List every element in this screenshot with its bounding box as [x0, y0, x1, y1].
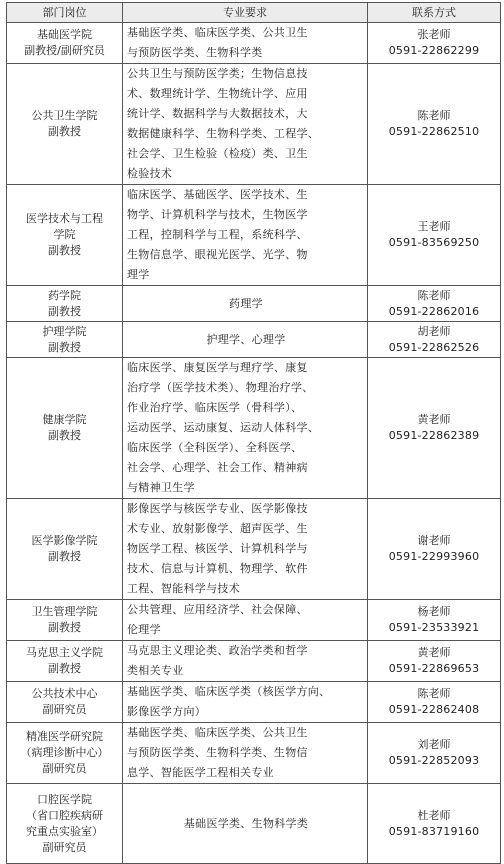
- dept-line: 副教授: [48, 662, 81, 675]
- dept-line: 究重点实验室）: [26, 824, 103, 838]
- dept-line: 精准医学研究院: [26, 730, 103, 743]
- dept-line: 副教授: [48, 550, 81, 563]
- requirement-line: 临床医学、基础医学、医学技术、生: [127, 188, 308, 201]
- requirement-line: 伦理学: [127, 623, 161, 636]
- dept-cell: [7, 64, 123, 185]
- contact-phone: 0591-83719160: [388, 824, 480, 838]
- requirement-line: 护理学、心理学: [206, 332, 286, 346]
- dept-line: 护理学院: [42, 324, 87, 338]
- contact-cell: [368, 499, 501, 600]
- requirements-cell: [123, 723, 368, 784]
- dept-cell: [7, 23, 123, 64]
- contact-name: 陈老师: [417, 109, 451, 122]
- dept-line: 医学影像学院: [31, 534, 98, 547]
- contact-phone: 0591-22862389: [388, 429, 480, 442]
- contact-cell: [368, 641, 501, 682]
- contact-name: 黄老师: [417, 413, 451, 426]
- requirement-line: 类相关专业: [127, 664, 184, 677]
- requirement-line: 工程，控制科学与工程，系统科学、: [127, 228, 308, 241]
- dept-line: 药学院: [48, 288, 81, 302]
- contact-cell: [368, 600, 501, 641]
- table-row: [7, 286, 501, 322]
- requirement-line: 工程、智能科学与技术: [127, 582, 240, 595]
- table-row: [7, 322, 501, 358]
- contact-name: 谢老师: [417, 534, 451, 547]
- contact-cell: [368, 64, 501, 185]
- requirement-line: 术、数理统计学、生物统计学、应用: [127, 87, 308, 100]
- requirement-line: 与精神卫生学: [127, 481, 195, 494]
- header-row: [7, 3, 501, 23]
- table-row: [7, 723, 501, 784]
- requirements-cell: [123, 286, 368, 322]
- contact-name: 胡老师: [417, 324, 451, 338]
- requirement-line: 与预防医学类、生物科学类、生物信: [127, 746, 308, 759]
- table-row: [7, 641, 501, 682]
- dept-line: 副研究员: [42, 762, 87, 775]
- dept-line: 马克思主义学院: [26, 646, 103, 659]
- contact-cell: [368, 23, 501, 64]
- contact-name: 张老师: [417, 28, 451, 41]
- requirements-cell: [123, 64, 368, 185]
- header-requirements: 专业要求: [123, 3, 368, 23]
- contact-name: 黄老师: [417, 646, 451, 659]
- requirement-line: 检验技术: [127, 167, 173, 180]
- requirement-line: 马克思主义理论类、政治学类和哲学: [127, 644, 308, 657]
- dept-cell: [7, 784, 123, 864]
- requirement-line: 技术、信息与计算机、物理学、软件: [127, 562, 308, 575]
- header-dept: 部门岗位: [7, 3, 123, 23]
- requirements-cell: [123, 185, 368, 286]
- contact-cell: [368, 358, 501, 499]
- requirement-line: 公共卫生与预防医学类；生物信息技: [127, 67, 308, 80]
- dept-line: 卫生管理学院: [31, 605, 98, 618]
- requirements-cell: [123, 23, 368, 64]
- contact-cell: [368, 286, 501, 322]
- requirement-line: 基础医学类、临床医学类（核医学方向、: [127, 685, 331, 698]
- table-row: [7, 185, 501, 286]
- requirements-cell: [123, 641, 368, 682]
- contact-name: 陈老师: [417, 288, 451, 302]
- contact-phone: 0591-22862510: [388, 125, 480, 138]
- contact-phone: 0591-22862299: [388, 44, 480, 57]
- table-row: [7, 600, 501, 641]
- dept-cell: [7, 286, 123, 322]
- requirement-line: 基础医学类、生物科学类: [183, 816, 309, 830]
- contact-name: 刘老师: [417, 738, 451, 751]
- dept-cell: [7, 499, 123, 600]
- dept-cell: [7, 600, 123, 641]
- contact-phone: 0591-22993960: [388, 550, 480, 563]
- contact-cell: [368, 322, 501, 358]
- dept-cell: [7, 682, 123, 723]
- requirement-line: 治疗学（医学技术类）、物理治疗学、: [127, 381, 314, 394]
- dept-cell: [7, 641, 123, 682]
- dept-line: 公共技术中心: [31, 687, 98, 700]
- requirements-cell: [123, 358, 368, 499]
- requirements-cell: [123, 322, 368, 358]
- contact-cell: [368, 682, 501, 723]
- dept-line: 副研究员: [42, 703, 87, 716]
- requirement-line: 物学、计算机科学与技术，生物医学: [127, 208, 308, 221]
- dept-cell: [7, 723, 123, 784]
- dept-line: 副教授: [48, 429, 81, 442]
- header-contact: 联系方式: [368, 3, 501, 23]
- requirement-line: 影像医学与核医学专业、医学影像技: [127, 502, 308, 515]
- requirement-line: 临床医学（全科医学）、全科医学、: [127, 441, 303, 454]
- requirement-line: 临床医学、康复医学与理疗学、康复: [127, 361, 308, 374]
- table-row: [7, 358, 501, 499]
- contact-name: 杨老师: [417, 605, 451, 618]
- dept-line: 公共卫生学院: [31, 109, 98, 122]
- requirement-line: 社会学、心理学、社会工作、精神病: [127, 461, 308, 474]
- dept-line: 副教授/副研究员: [24, 44, 105, 57]
- dept-cell: [7, 358, 123, 499]
- contact-cell: [368, 185, 501, 286]
- dept-line: 副研究员: [42, 840, 87, 854]
- requirement-line: 术专业、放射影像学、超声医学、生: [127, 522, 308, 535]
- requirement-line: 生物信息学、眼视光医学、光学、物: [127, 248, 308, 261]
- requirement-line: 影像医学方向）: [127, 705, 207, 718]
- dept-line: 口腔医学院: [37, 792, 92, 806]
- requirement-line: 与预防医学类、生物科学类: [127, 46, 263, 59]
- dept-line: 基础医学院: [37, 28, 92, 41]
- requirement-line: 药理学: [229, 296, 263, 310]
- requirement-line: 基础医学类、临床医学类、公共卫生: [127, 26, 308, 39]
- dept-cell: [7, 185, 123, 286]
- dept-line: （病理诊断中心）: [20, 746, 109, 759]
- contact-name: 王老师: [417, 220, 451, 233]
- dept-line: 医学技术与工程: [26, 212, 103, 225]
- requirements-cell: [123, 600, 368, 641]
- table-row: [7, 784, 501, 864]
- table-row: [7, 682, 501, 723]
- dept-line: 副教授: [48, 621, 81, 634]
- requirement-line: 物医学工程、核医学、计算机科学与: [127, 542, 308, 555]
- contact-phone: 0591-22869653: [388, 662, 480, 675]
- contact-phone: 0591-22862526: [388, 340, 480, 354]
- dept-line: 学院: [53, 228, 76, 241]
- requirement-line: 息学、智能医学工程相关专业: [127, 766, 274, 779]
- requirement-line: 社会学、卫生检验（检疫）类、卫生: [127, 147, 308, 160]
- dept-line: 健康学院: [42, 413, 87, 426]
- table-row: [7, 23, 501, 64]
- requirement-line: 理学: [127, 268, 150, 281]
- dept-line: 副教授: [48, 244, 81, 257]
- requirements-cell: [123, 499, 368, 600]
- requirement-line: 统计学、数据科学与大数据技术，大: [127, 107, 308, 120]
- table-row: [7, 499, 501, 600]
- contact-phone: 0591-22862408: [388, 703, 480, 716]
- requirement-line: 公共管理、应用经济学、社会保障、: [127, 603, 308, 616]
- requirements-cell: [123, 682, 368, 723]
- recruitment-table: [6, 2, 501, 864]
- contact-cell: [368, 723, 501, 784]
- requirement-line: 运动医学、运动康复、运动人体科学、: [127, 421, 320, 434]
- contact-name: 杜老师: [417, 808, 451, 822]
- contact-phone: 0591-23533921: [388, 621, 480, 634]
- dept-cell: [7, 322, 123, 358]
- contact-name: 陈老师: [417, 687, 451, 700]
- requirement-line: 基础医学类、临床医学类、公共卫生: [127, 726, 308, 739]
- dept-line: 副教授: [48, 125, 81, 138]
- contact-phone: 0591-22862016: [388, 304, 480, 318]
- requirement-line: 数据健康科学、生物科学类、工程学、: [127, 127, 320, 140]
- dept-line: 副教授: [48, 304, 81, 318]
- contact-cell: [368, 784, 501, 864]
- contact-phone: 0591-22852093: [388, 754, 480, 767]
- dept-line: 副教授: [48, 340, 81, 354]
- table-row: [7, 64, 501, 185]
- contact-phone: 0591-83569250: [388, 236, 480, 249]
- dept-line: （省口腔疾病研: [26, 808, 103, 822]
- requirement-line: 作业治疗学、临床医学（骨科学）、: [127, 401, 303, 414]
- requirements-cell: [123, 784, 368, 864]
